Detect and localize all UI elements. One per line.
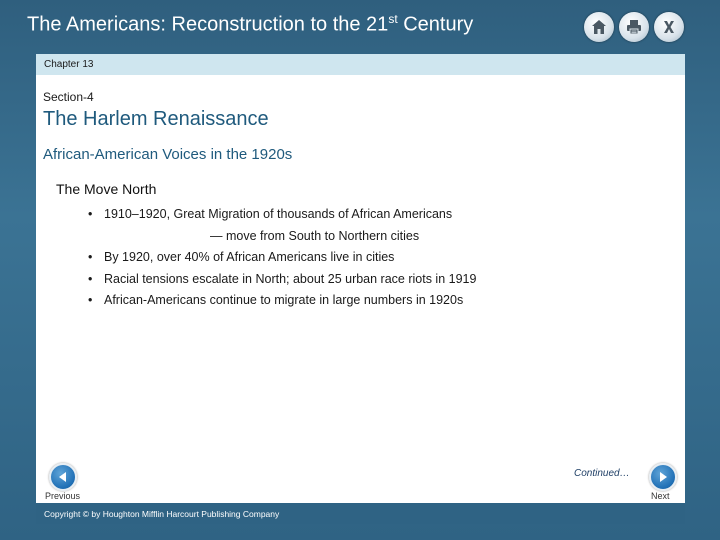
list-item bbox=[88, 204, 476, 247]
chapter-label: Chapter 13 bbox=[44, 59, 94, 70]
footer-bar bbox=[36, 503, 685, 524]
close-icon bbox=[660, 18, 678, 36]
section-label: Section-4 bbox=[43, 90, 94, 104]
chapter-bar bbox=[36, 54, 685, 75]
bullet-continuation: — move from South to Northern cities bbox=[210, 228, 420, 243]
close-button[interactable] bbox=[654, 12, 684, 42]
page-title: The Harlem Renaissance bbox=[43, 108, 269, 130]
list-item bbox=[88, 269, 476, 291]
app-title bbox=[27, 12, 473, 37]
bullet-text: African-Americans continue to migrate in large numbers in 1920s bbox=[104, 293, 464, 307]
continued-note: Continued… bbox=[574, 468, 630, 479]
title-end: Century bbox=[397, 13, 474, 36]
print-button[interactable] bbox=[619, 12, 649, 42]
bullet-text: By 1920, over 40% of African Americans live in cities bbox=[104, 250, 395, 264]
copyright-text: Copyright © by Houghton Mifflin Harcourt Publishing Company bbox=[44, 509, 280, 519]
list-item bbox=[88, 247, 476, 269]
next-button[interactable] bbox=[649, 463, 677, 491]
next-label[interactable]: Next bbox=[651, 491, 670, 501]
arrow-left-icon bbox=[56, 470, 70, 484]
arrow-right-icon bbox=[656, 470, 670, 484]
home-button[interactable] bbox=[584, 12, 614, 42]
previous-button[interactable] bbox=[49, 463, 77, 491]
list-item bbox=[88, 290, 476, 312]
slide-content bbox=[36, 75, 685, 503]
title-superscript: st bbox=[388, 12, 398, 26]
bullet-list bbox=[88, 204, 476, 312]
bullet-text: 1910–1920, Great Migration of thousands of African Americans bbox=[104, 207, 453, 221]
previous-label[interactable]: Previous bbox=[45, 491, 81, 501]
topic-heading: The Move North bbox=[56, 181, 157, 197]
bullet-text: Racial tensions escalate in North; about 25 urban race riots in 1919 bbox=[104, 271, 477, 286]
home-icon bbox=[590, 18, 608, 36]
toolbar bbox=[584, 12, 684, 42]
print-icon bbox=[625, 18, 643, 36]
title-main: The Americans: Reconstruction to the 21 bbox=[27, 13, 389, 36]
slide-subtitle: African-American Voices in the 1920s bbox=[43, 146, 293, 163]
